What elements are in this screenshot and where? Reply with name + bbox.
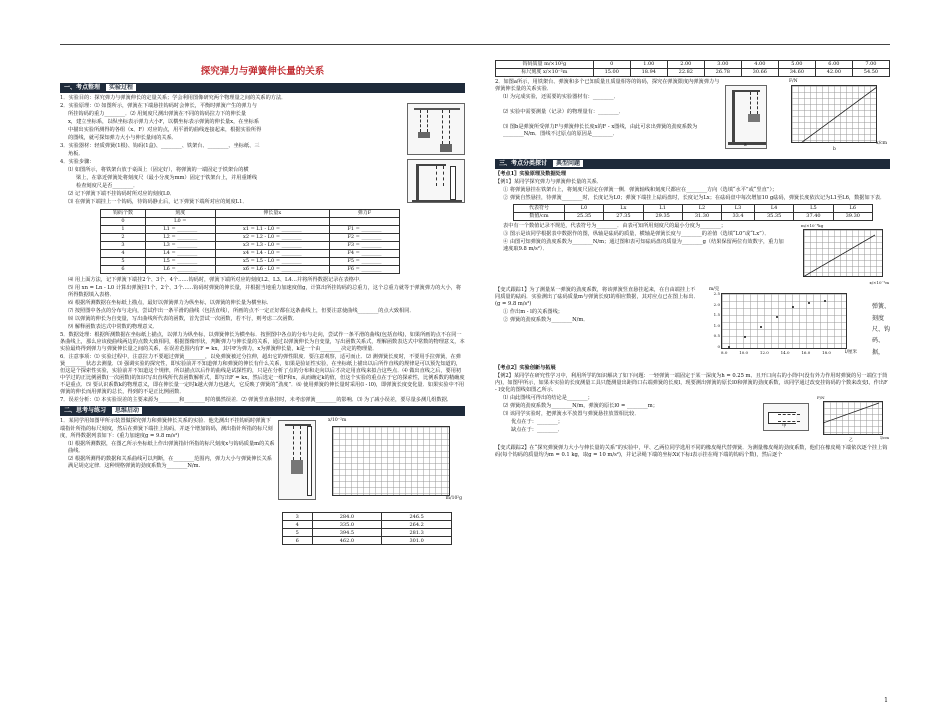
mass-scale-table [495, 60, 890, 77]
s1-line: ⑴ 如图所示，将铁架台放于桌面上（固定好），将弹簧的一端固定于铁架台的横 [68, 167, 249, 174]
s1-line: 4．实验步骤： [60, 159, 95, 166]
example-1-line: ② 弹簧自然悬挂，待弹簧________时，长度记为L0；弹簧下端挂上砝码盘时，长度记为Lx；在砝码盘中每次增加10 g砝码，弹簧长度依次记为L1至L6，数据如下表． [503, 195, 886, 202]
f-x-graph-b [777, 79, 887, 155]
table-row: 3 L3 = ________ x3 = L3 - L0 = ________ F3 = ________ [101, 242, 400, 250]
example-2-line: 优点在于：________； [511, 419, 563, 426]
graph-x-axis-label: x/×10⁻²m [869, 279, 889, 285]
data-table-2 [282, 512, 452, 545]
s1-line: 1．实验目的：探究弹力与弹簧伸长的定量关系；学会利用图像研究两个物理量之间的关系的方法． [60, 94, 287, 101]
scale-mass-graph [322, 418, 462, 502]
data-table-1 [100, 209, 400, 274]
table-row: 3 284.0 246.5 [283, 513, 452, 521]
page-number: 1 [884, 696, 888, 704]
variant-1-line: ② 弹簧的劲度系数为________N/m． [503, 317, 589, 324]
example-1-tail [495, 223, 890, 287]
s1-line: x，建立坐标系，以纵坐标表示弹力大小F，以横坐标表示弹簧的伸长量x，在坐标系 [68, 118, 260, 125]
example-1-line: 【例1】某同学探究弹力与弹簧伸长量的关系． [495, 179, 603, 186]
x-ticks: 8.0 10.0 12.0 14.0 16.0 18.0 [721, 350, 831, 356]
variant-1-line: 【变式跟踪1】为了测量某一弹簧的劲度系数，将该弹簧竖直悬挂起来，在自由端挂上不同质量的砝码．实验测出了砝码质量m与弹簧长度l的相应数据，其对应点已在图上标出．(g = 9.8 m/s²) [495, 287, 699, 308]
example-2-block [495, 373, 890, 459]
step-line: ⑷ 用上面方法，记下弹簧下端挂2个、3个、4个……钩码时，弹簧下端所对应的刻度L2、L3、L4…并将所得数据记录在表格中． [68, 277, 365, 284]
variant-1-block [495, 287, 890, 365]
step-line: ⑸ 用 xn = Ln - L0 计算出弹簧挂1个、2个、3个……钩码时弹簧的伸长量，并根据当地重力加速度值g，计算出所挂钩码的总重力，这个总重力就等于弹簧弹力的大小，将所得数据填入表格． [68, 285, 462, 299]
left-column [60, 60, 465, 705]
variant-1-line: ① 作出m - l的关系图线； [503, 309, 563, 316]
topic-1-heading: 〖考点1〗实验原理及数据处理 [495, 171, 567, 178]
figure-a-label: a [744, 142, 747, 148]
example-1-line: ① 将弹簧悬挂在铁架台上，将刻度尺固定在弹簧一侧．弹簧轴线和刻度尺都应在________方向（选填“水平”或“竖直”）； [503, 187, 778, 194]
table-row: 4 L4 = ________ x4 = L4 - L0 = ________ F4 = ________ [101, 250, 400, 258]
apparatus-jia-figure [278, 420, 316, 500]
apparatus-a-figure [725, 85, 767, 149]
table-row: 6 462.0 301.0 [283, 537, 452, 545]
example-1-line: ③ 图示是该同学根据表中数据作的图，纵轴是砝码的质量，横轴是弹簧长度与________的差值（选填“L0”或“Lx”）． [503, 231, 770, 238]
step-line: ⑼ 解释函数表达式中常数的物理意义． [68, 324, 158, 331]
s1-line: 中描出实验所测得的各组（x、F）对应的点，用平滑的曲线连接起来，根据实验所得 [68, 126, 262, 133]
example-2-line: 缺点在于：________． [511, 427, 563, 434]
table-row: 数值/cm 25.35 27.35 29.35 31.30 33.4 35.35 37.40 39.30 [514, 213, 873, 221]
graph-y-axis-label: F/N [789, 79, 798, 84]
data-table-3 [513, 204, 873, 221]
graph-x-axis-label: m/10²g [445, 496, 462, 502]
section-1-body [60, 95, 465, 206]
variant-2-paragraph: 【变式跟踪2】在“探究弹簧弹力大小与伸长量的关系”的实验中，甲、乙两位同学选用不同的橡皮绳代替弹簧．为测量橡皮绳的劲度系数，他们在橡皮绳下端依次逐个挂上钩码(每个钩码的质量均为m = 0.1 kg，取g = 10 m/s²)，并记录绳下端的坐标Xi(下标i表示挂在绳下端的钩码个数)，然后逐个 [495, 445, 888, 459]
table-row: 钩码质量 m/×10²g 0 1.00 2.00 3.00 4.00 5.00 6.00 7.00 [496, 61, 890, 69]
s1-line: 的图线，就可探知弹力大小与伸长量间的关系． [68, 134, 177, 141]
example-2-line: ⑶ 该同学实验时，把弹簧水平放置与弹簧悬挂放置相比较． [503, 411, 640, 418]
s1-line: 3．实验器材：轻质弹簧(1根)、钩码(1盒)、________、铁架台、________、坐标纸、三 [60, 143, 260, 149]
section-header-1: 一、考点整理 实验过程 [60, 83, 465, 93]
figure-yi-label: 乙 [849, 437, 853, 443]
error-analysis-paragraph: 7．误差分析：⑴ 本实验误差的主要来源为________和________时的偶然误差．⑵ 弹簧竖直悬挂时，未考虑弹簧________的影响．⑶ 为了减小误差，要尽量多测几组数据． [60, 397, 453, 404]
right-column [495, 60, 890, 705]
q2-line: ⑴ 为完成实验，还需要的实验器材有：________． [503, 94, 619, 101]
section-header-3: 三、考点分类探讨 典型问题 [495, 159, 890, 169]
graph-y-axis-label: m/×10⁻³kg [801, 223, 824, 229]
topic-2-heading: 〖考点2〗实验创新与拓展 [495, 365, 556, 372]
table-row: 标尺刻度 x/×10⁻²m 15.00 18.94 22.82 26.78 30.66 34.60 42.00 54.50 [496, 69, 890, 77]
s1-line: ⑵ 记下弹簧下端不挂钩码时所对应的刻度L0． [68, 191, 175, 198]
y-ticks: 2.5 2.0 1.5 1.0 0.5 0 [713, 291, 720, 349]
table-row: 2 L2 = ________ x2 = L2 - L0 = ________ F2 = ________ [101, 234, 400, 242]
graph-x-axis-label: l/cm [880, 435, 889, 441]
table-row: 5 L5 = ________ x5 = L5 - L0 = ________ F5 = ________ [101, 258, 400, 266]
table-header: 弹力F [329, 210, 399, 218]
graph-y-axis-label: x/10⁻²m [328, 418, 347, 424]
figure-b-label: b [833, 147, 836, 152]
page-title: 探究弹力与弹簧伸长量的关系 [200, 66, 325, 77]
q1-line: ⑴ 根据所测数据，在图乙所示坐标纸上作出弹簧指针所指的标尺刻度x与钩码质量m的关系曲线． [68, 440, 275, 454]
q2-line: ⑵ 实验中需要测量（记录）的物理量有：________． [503, 109, 624, 116]
side-note: 弹簧、刻度尺、钩码、据， [872, 303, 890, 356]
m-l-graph [707, 287, 857, 363]
step-line: ⑹ 根据所测数据在坐标纸上描点，最好以弹簧弹力为纵坐标，以弹簧的伸长量为横坐标． [68, 300, 272, 307]
example-1-line: 表中有一个数值记录不规范，代表符号为________．由表可知所用刻度尺的最小分度为________； [503, 223, 727, 230]
tube-spring-figure [763, 403, 809, 431]
graph-y-axis-label: F/N [817, 395, 825, 401]
s1-line: 2．实验原理：⑴ 如图所示，弹簧在下端悬挂钩码时会伸长，平衡时弹簧产生的弹力与 [60, 102, 257, 109]
mass-length-graph [793, 223, 889, 285]
m-l-points [721, 293, 847, 349]
stand-ruler-figure [407, 159, 465, 203]
notes-paragraph: 6．注意事项：⑴ 实验过程中，注意拉力不要超过弹簧________，以免弹簧被过分拉伸，超出它的弹性限度．要注意观察，适可而止．⑵ 测弹簧长度时，不要用手拉弹簧，在弹簧________状态去测量．⑶ 强调实验的探究性，即实验前并不知道弹力和弹簧的伸长有什么关系，如果是验证性实验，在坐标纸上描出以后所作直线的规律是可以预先知道的，但这是个探索性实验，实验前并不知道这个规律，所以描点以后作的曲线是试探性的，只是在分析了点的分布和走向以后才决定用直线来拟合这些点．⑷ 做出直线之后，要用初中学过的正比例函数(一次函数)的知识写出直线所代表函数解析式，即写出F = kx，然后选定一组F和x，从而确定k的值，但这个实验的重点在于它的探索性，比例系数的精确度不是重点．⑸ 要认识系数k的物理意义，即在伸长量一定时k越大弹力也越大，它反映了弹簧的“劲度”．⑹ 使用弹簧的伸长量时采用(l - l0)，即弹簧长度变化量．如果实验中不用弹簧的伸长而用弹簧的总长，得到的不是正比例函数． [60, 354, 465, 396]
graph-x-axis-label: x/cm [876, 141, 887, 146]
table-header: 伸长量x [215, 210, 329, 218]
table-header: 钩码个数 [101, 210, 146, 218]
section-1-steps [60, 277, 465, 331]
q2-line: ⑶ 图b是弹簧所受弹力F与弹簧伸长长度x的F - x图线，由此可求出弹簧的劲度系数为________N/m．图线不过原点的原因是________． [503, 124, 698, 138]
f-l-line [823, 401, 883, 435]
mass-length-line [803, 229, 883, 277]
table-header: 刻度 [145, 210, 215, 218]
header-rule [60, 44, 890, 45]
data-processing-paragraph: 5．数据处理：根据所测数据在坐标纸上描点，以弹力为纵坐标，以弹簧伸长为横坐标．按照图中各点的分布与走向，尝试作一条平滑的曲线(包括直线)，如果所画的点不在同一条曲线上，那么应该使曲线两边的点数大致相同，根据图像形状，判断弹力与伸长量的关系，通过以弹簧伸长为自变量，写出函数关系式，理解函数表达式中常数的物理意义，本实验最终得到弹力与弹簧伸长量之间的关系，在误差范围内有F = kx，其中F为弹力，x为弹簧伸长量，k是一个由________决定的物理量． [60, 332, 465, 353]
graph-y-axis-label: m/克 [709, 287, 720, 293]
f-x-line [791, 85, 877, 143]
section-2-body [60, 418, 465, 568]
example-1-line: ④ 由图可知弹簧的劲度系数为________N/m；通过图和表可知砝码盘的质量为________g（结果保留两位有效数字，重力加速度取9.8 m/s²）． [503, 239, 784, 253]
s1-line: 所挂钩码的重力________．⑵ 用刻度尺测出弹簧在不同的钩码拉力下的伸长量 [68, 110, 247, 117]
q1-line: 1．某同学用如图甲所示装置做探究弹力和弹簧伸长关系的实验．他先测出不挂钩码时弹簧下端指针所指的标尺刻度，然后在弹簧下端挂上钩码，并逐个增加钩码，测出指针所指的标尺刻度，所得数据列表如下：(重力加速度g = 9.8 m/s²) [60, 418, 273, 439]
s1-line: 检查刻度尺是否________． [76, 183, 139, 190]
table-row: 代表符号 L0 Lx L1 L2 L3 L4 L5 L6 [514, 205, 873, 213]
table-row: 0 L0 = [101, 218, 400, 226]
f-l-graph [815, 395, 889, 443]
table-row: 5 394.5 281.3 [283, 529, 452, 537]
example-2-line: ⑴ 由此图线可得出的结论是________； [503, 395, 593, 402]
figure-jia-label: 甲 [782, 424, 787, 430]
q1-line: ⑵ 根据所测得的数据和关系曲线可以判断，在________范围内，弹力大小与弹簧伸长关系满足胡克定律．这种规格弹簧的劲度系数为________N/m. [68, 455, 272, 469]
step-line: ⑺ 按照图中各点的分布与走向，尝试作出一条平滑的曲线（包括直线），所画的点不一定正好都在这条曲线上，但要注意使曲线________的点大致相同． [68, 308, 415, 315]
graph-x-axis-label: l/厘米 [845, 350, 857, 356]
spring-apparatus-figure [407, 103, 465, 155]
table-row: 4 335.0 264.2 [283, 521, 452, 529]
section-header-2: 二、思考与练习 思维启动 [60, 406, 465, 416]
q2-line: 2．如图a所示，用铁架台、弹簧和多个已知质量且质量相等的钩码，探究在弹簧限度内弹簧弹力与弹簧伸长量的关系实验． [495, 79, 720, 93]
example-2-line: ⑵ 弹簧的劲度系数为________N/m，弹簧的原长l0 = ________m； [503, 403, 658, 410]
s1-line: 梁上，在靠近弹簧处将刻度尺（最小分度为mm）固定于铁架台上，并用重锤线 [76, 175, 258, 182]
step-line: ⑻ 以弹簧的伸长为自变量，写出曲线所代表的函数，首先尝试一次函数，若不行，则考虑二次函数． [68, 316, 298, 323]
table-row: 1 L1 = ________ x1 = L1 - L0 = ________ F1 = ________ [101, 226, 400, 234]
example-2-line: 【例2】某同学在研究性学习中，利用所学的知识解决了如下问题：一轻弹簧一端固定于某一深度为h = 0.25 m、且开口向右的小筒中(没有外力作用时弹簧的另一端位于筒内)，如图甲所示，如果本实验的长度测量工具只能测量出距筒口右端弹簧的长度l，现要测出弹簧的原长l0和弹簧的劲度系数，该同学通过改变挂钩码的个数来改变l，作出F - l变化的图线如图乙所示． [495, 373, 888, 394]
s1-line: ⑶ 在弹簧下端挂上一个钩码，待钩码静止后，记下弹簧下端所对应的刻度L1． [68, 199, 248, 206]
q2-block [495, 79, 890, 157]
s1-line: 角板． [68, 151, 84, 158]
table-row: 6 L6 = ________ x6 = L6 - L0 = ________ F6 = ________ [101, 266, 400, 274]
